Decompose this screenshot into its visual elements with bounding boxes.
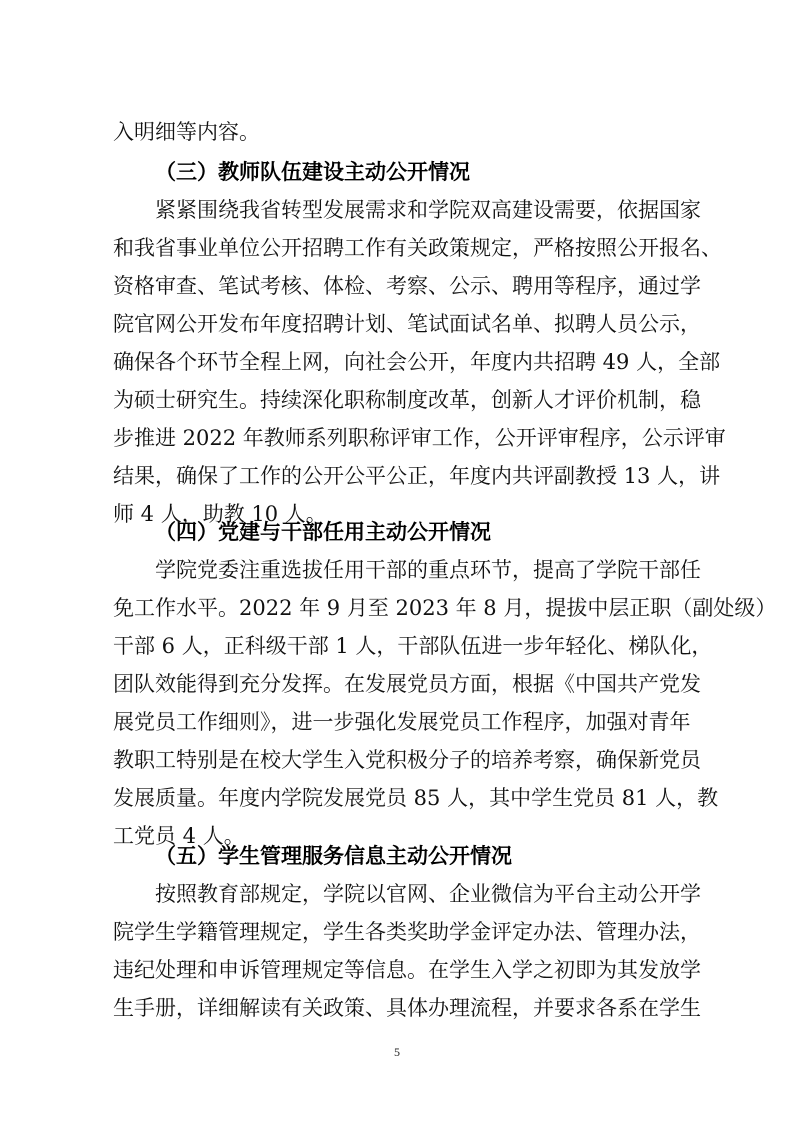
paragraph-line: 为硕士研究生。持续深化职称制度改革，创新人才评价机制，稳 [113,388,701,412]
section-heading-5: （五）学生管理服务信息主动公开情况 [155,844,512,868]
paragraph-line: 发展质量。年度内学院发展党员 85 人，其中学生党员 81 人，教 [113,786,719,810]
paragraph-line: 院学生学籍管理规定，学生各类奖助学金评定办法、管理办法， [113,920,701,944]
section-heading-3: （三）教师队伍建设主动公开情况 [155,160,470,184]
paragraph-line: 免工作水平。2022 年 9 月至 2023 年 8 月，提拔中层正职（副处级） [113,596,777,620]
paragraph-line: 入明细等内容。 [113,120,260,144]
paragraph-line: 展党员工作细则》，进一步强化发展党员工作程序，加强对青年 [113,710,691,734]
paragraph-line: 步推进 2022 年教师系列职称评审工作，公开评审程序，公示评审 [113,426,726,450]
paragraph-line: 干部 6 人，正科级干部 1 人，干部队伍进一步年轻化、梯队化， [113,634,713,658]
paragraph-line: 紧紧围绕我省转型发展需求和学院双高建设需要，依据国家 [155,198,701,222]
paragraph-line: 师 4 人，助教 10 人。 [113,502,327,526]
paragraph-line: 生手册，详细解读有关政策、具体办理流程，并要求各系在学生 [113,996,701,1020]
section-heading-4: （四）党建与干部任用主动公开情况 [155,520,491,544]
paragraph-line: 按照教育部规定，学院以官网、企业微信为平台主动公开学 [155,882,701,906]
paragraph-line: 资格审查、笔试考核、体检、考察、公示、聘用等程序，通过学 [113,274,701,298]
paragraph-line: 工党员 4 人。 [113,824,245,848]
paragraph-line: 学院党委注重选拔任用干部的重点环节，提高了学院干部任 [155,558,701,582]
paragraph-line: 院官网公开发布年度招聘计划、笔试面试名单、拟聘人员公示， [113,312,701,336]
paragraph-line: 团队效能得到充分发挥。在发展党员方面，根据《中国共产党发 [113,672,701,696]
paragraph-line: 教职工特别是在校大学生入党积极分子的培养考察，确保新党员 [113,748,701,772]
paragraph-line: 违纪处理和申诉管理规定等信息。在学生入学之初即为其发放学 [113,958,701,982]
page-number: 5 [394,1045,400,1059]
paragraph-line: 确保各个环节全程上网，向社会公开，年度内共招聘 49 人，全部 [113,350,721,374]
paragraph-line: 和我省事业单位公开招聘工作有关政策规定，严格按照公开报名、 [113,236,722,260]
paragraph-line: 结果，确保了工作的公开公平公正，年度内共评副教授 13 人，讲 [113,464,721,488]
